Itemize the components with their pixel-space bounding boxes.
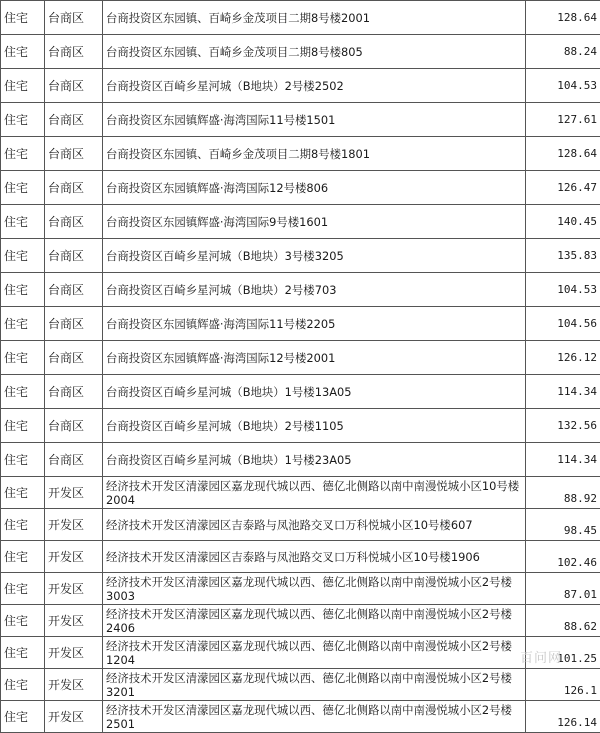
- cell-address: 台商投资区东园镇、百崎乡金茂项目二期8号楼2001: [103, 1, 526, 35]
- cell-address: 台商投资区百崎乡星河城（B地块）2号楼2502: [103, 69, 526, 103]
- watermark: 百问网: [520, 647, 562, 666]
- table-row: [1, 701, 600, 733]
- table-row: [1, 409, 600, 443]
- table-row: [1, 205, 600, 239]
- cell-district: 台商区: [45, 103, 103, 137]
- cell-district: 台商区: [45, 205, 103, 239]
- cell-type: 住宅: [1, 171, 45, 205]
- cell-address: 经济技术开发区清濛园区嘉龙现代城以西、德亿北侧路以南中南漫悦城小区10号楼2004: [103, 477, 526, 509]
- cell-area: 128.64: [526, 137, 600, 171]
- cell-address: 经济技术开发区清濛园区嘉龙现代城以西、德亿北侧路以南中南漫悦城小区2号楼1204: [103, 637, 526, 669]
- cell-address: 经济技术开发区清濛园区吉泰路与凤池路交叉口万科悦城小区10号楼1906: [103, 541, 526, 573]
- cell-address: 台商投资区百崎乡星河城（B地块）3号楼3205: [103, 239, 526, 273]
- cell-area: 114.34: [526, 375, 600, 409]
- table-row: [1, 669, 600, 701]
- cell-district: 开发区: [45, 637, 103, 669]
- cell-district: 开发区: [45, 477, 103, 509]
- cell-type: 住宅: [1, 205, 45, 239]
- cell-area: 126.12: [526, 341, 600, 375]
- cell-area: 140.45: [526, 205, 600, 239]
- cell-area: 88.24: [526, 35, 600, 69]
- table-row: [1, 69, 600, 103]
- cell-district: 台商区: [45, 375, 103, 409]
- cell-area: 104.56: [526, 307, 600, 341]
- cell-area: 104.53: [526, 273, 600, 307]
- cell-district: 台商区: [45, 69, 103, 103]
- cell-address: 经济技术开发区清濛园区嘉龙现代城以西、德亿北侧路以南中南漫悦城小区2号楼3201: [103, 669, 526, 701]
- cell-address: 经济技术开发区清濛园区嘉龙现代城以西、德亿北侧路以南中南漫悦城小区2号楼2501: [103, 701, 526, 733]
- cell-area: 98.45: [526, 509, 600, 541]
- cell-area: 101.25: [526, 637, 600, 669]
- cell-type: 住宅: [1, 443, 45, 477]
- table-row: [1, 341, 600, 375]
- cell-type: 住宅: [1, 573, 45, 605]
- cell-district: 开发区: [45, 573, 103, 605]
- cell-type: 住宅: [1, 509, 45, 541]
- cell-area: 126.1: [526, 669, 600, 701]
- cell-type: 住宅: [1, 307, 45, 341]
- cell-area: 87.01: [526, 573, 600, 605]
- cell-address: 经济技术开发区清濛园区吉泰路与凤池路交叉口万科悦城小区10号楼607: [103, 509, 526, 541]
- table-row: [1, 103, 600, 137]
- cell-address: 经济技术开发区清濛园区嘉龙现代城以西、德亿北侧路以南中南漫悦城小区2号楼2406: [103, 605, 526, 637]
- cell-district: 台商区: [45, 239, 103, 273]
- cell-address: 台商投资区东园镇、百崎乡金茂项目二期8号楼805: [103, 35, 526, 69]
- cell-district: 台商区: [45, 137, 103, 171]
- cell-type: 住宅: [1, 273, 45, 307]
- table-row: [1, 375, 600, 409]
- cell-address: 台商投资区百崎乡星河城（B地块）2号楼703: [103, 273, 526, 307]
- cell-address: 台商投资区东园镇辉盛·海湾国际11号楼1501: [103, 103, 526, 137]
- cell-type: 住宅: [1, 409, 45, 443]
- table-row: [1, 171, 600, 205]
- cell-area: 88.92: [526, 477, 600, 509]
- cell-type: 住宅: [1, 35, 45, 69]
- cell-district: 台商区: [45, 341, 103, 375]
- cell-type: 住宅: [1, 1, 45, 35]
- cell-type: 住宅: [1, 69, 45, 103]
- cell-area: 102.46: [526, 541, 600, 573]
- cell-district: 开发区: [45, 605, 103, 637]
- cell-district: 台商区: [45, 273, 103, 307]
- cell-area: 88.62: [526, 605, 600, 637]
- cell-district: 台商区: [45, 171, 103, 205]
- table-row: [1, 35, 600, 69]
- table-row: [1, 1, 600, 35]
- cell-type: 住宅: [1, 477, 45, 509]
- cell-area: 114.34: [526, 443, 600, 477]
- cell-area: 127.61: [526, 103, 600, 137]
- property-table-body: [1, 1, 600, 733]
- cell-district: 台商区: [45, 443, 103, 477]
- cell-address: 台商投资区东园镇辉盛·海湾国际9号楼1601: [103, 205, 526, 239]
- cell-type: 住宅: [1, 103, 45, 137]
- cell-area: 128.64: [526, 1, 600, 35]
- cell-type: 住宅: [1, 541, 45, 573]
- table-row: [1, 541, 600, 573]
- cell-district: 台商区: [45, 1, 103, 35]
- cell-address: 台商投资区百崎乡星河城（B地块）1号楼13A05: [103, 375, 526, 409]
- table-row: [1, 573, 600, 605]
- cell-address: 台商投资区东园镇辉盛·海湾国际12号楼806: [103, 171, 526, 205]
- cell-area: 135.83: [526, 239, 600, 273]
- table-row: [1, 477, 600, 509]
- cell-area: 126.47: [526, 171, 600, 205]
- cell-address: 台商投资区百崎乡星河城（B地块）2号楼1105: [103, 409, 526, 443]
- cell-area: 104.53: [526, 69, 600, 103]
- table-row: [1, 637, 600, 669]
- cell-district: 台商区: [45, 307, 103, 341]
- cell-district: 开发区: [45, 541, 103, 573]
- cell-district: 开发区: [45, 669, 103, 701]
- cell-address: 台商投资区东园镇辉盛·海湾国际12号楼2001: [103, 341, 526, 375]
- cell-address: 台商投资区东园镇、百崎乡金茂项目二期8号楼1801: [103, 137, 526, 171]
- table-row: [1, 137, 600, 171]
- cell-district: 开发区: [45, 701, 103, 733]
- cell-type: 住宅: [1, 137, 45, 171]
- table-row: [1, 239, 600, 273]
- table-row: [1, 273, 600, 307]
- cell-type: 住宅: [1, 375, 45, 409]
- cell-district: 台商区: [45, 409, 103, 443]
- cell-address: 台商投资区百崎乡星河城（B地块）1号楼23A05: [103, 443, 526, 477]
- cell-type: 住宅: [1, 239, 45, 273]
- cell-district: 开发区: [45, 509, 103, 541]
- cell-type: 住宅: [1, 605, 45, 637]
- cell-type: 住宅: [1, 669, 45, 701]
- table-row: [1, 509, 600, 541]
- cell-address: 台商投资区东园镇辉盛·海湾国际11号楼2205: [103, 307, 526, 341]
- table-row: [1, 605, 600, 637]
- table-row: [1, 307, 600, 341]
- cell-district: 台商区: [45, 35, 103, 69]
- cell-type: 住宅: [1, 701, 45, 733]
- cell-type: 住宅: [1, 637, 45, 669]
- cell-address: 经济技术开发区清濛园区嘉龙现代城以西、德亿北侧路以南中南漫悦城小区2号楼3003: [103, 573, 526, 605]
- table-row: [1, 443, 600, 477]
- cell-area: 126.14: [526, 701, 600, 733]
- cell-area: 132.56: [526, 409, 600, 443]
- cell-type: 住宅: [1, 341, 45, 375]
